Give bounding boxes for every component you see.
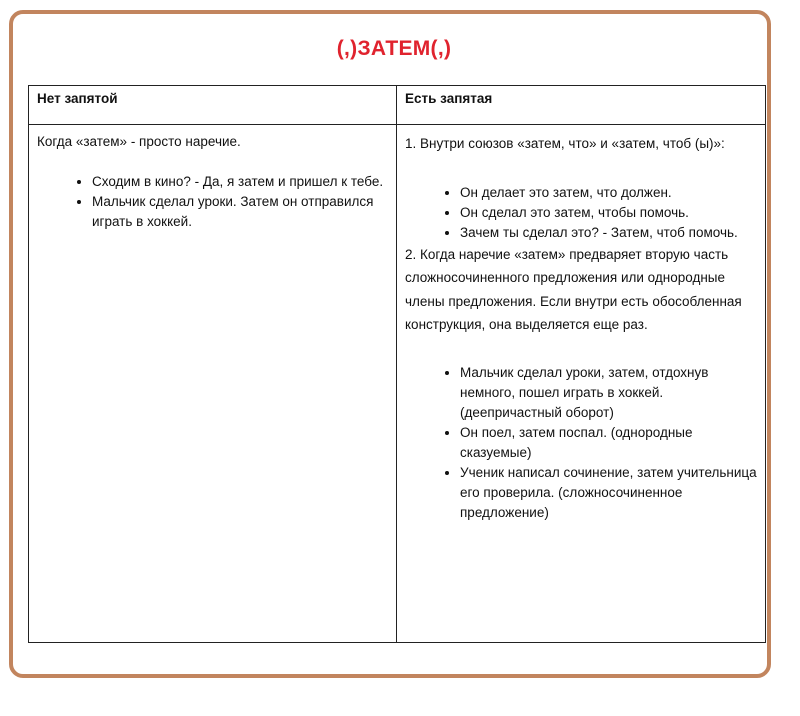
header-no-comma: Нет запятой [29,86,397,125]
header-with-comma: Есть запятая [397,86,766,125]
cell-with-comma [397,125,766,643]
rule-2-examples-list [405,363,757,523]
rules-table [28,85,766,643]
rule-1-text: 1. Внутри союзов «затем, что» и «затем, чтоб (ы)»: [405,136,725,151]
rule-1-examples-list [405,183,757,243]
card-frame [9,10,771,678]
left-intro: Когда «затем» - просто наречие. [37,134,241,149]
table-row [29,125,766,643]
cell-no-comma [29,125,397,643]
list-item: • Он поел, затем поспал. (однородные сказуемые) [460,423,757,463]
list-item: • Сходим в кино? - Да, я затем и пришел к тебе. [92,172,388,192]
list-item: • Он сделал это затем, чтобы помочь. [460,203,757,223]
page-title: (,)ЗАТЕМ(,) [336,37,452,60]
left-examples-list [37,172,388,232]
list-item: • Он делает это затем, что должен. [460,183,757,203]
list-item: • Мальчик сделал уроки. Затем он отправился играть в хоккей. [92,192,388,232]
rule-2-text: 2. Когда наречие «затем» предваряет вторую часть сложносочиненного предложения или однородные члены предложения. Если внутри есть обособленная конструкция, она выделяется еще раз. [405,246,742,332]
list-item: • Ученик написал сочинение, затем учительница его проверила. (сложносочиненное предложение) [460,463,757,523]
list-item: • Зачем ты сделал это? - Затем, чтоб помочь. [460,223,757,243]
list-item: • Мальчик сделал уроки, затем, отдохнув немного, пошел играть в хоккей. (деепричастный оборот) [460,363,757,423]
table-header-row [29,86,766,125]
